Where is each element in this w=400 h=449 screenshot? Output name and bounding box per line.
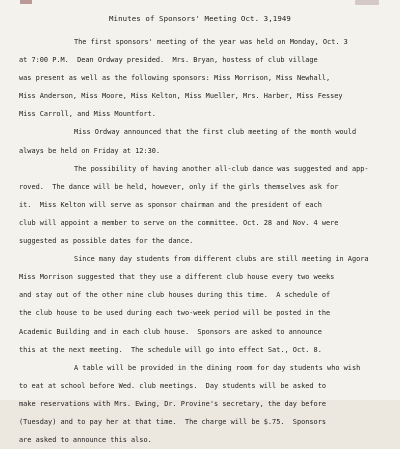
document-line: club will appoint a member to serve on the committee. Oct. 28 and Nov. 4 were: [19, 218, 339, 227]
document-line: and stay out of the other nine club houses during this time. A schedule of: [19, 291, 331, 300]
document-body: [19, 33, 391, 449]
document-line: The first sponsors' meeting of the year was held on Monday, Oct. 3: [74, 38, 348, 46]
document-line: was present as well as the following sponsors: Miss Morrison, Miss Newhall,: [19, 74, 331, 83]
document-line: Academic Building and in each club house. Sponsors are asked to announce: [19, 327, 322, 336]
document-line: Miss Ordway announced that the first club meeting of the month would: [74, 128, 357, 137]
document-line: the club house to be used during each two-week period will be posted in the: [19, 309, 331, 318]
document-line: roved. The dance will be held, however, only if the girls themselves ask for: [19, 182, 339, 191]
document-line: Miss Carroll, and Miss Mountfort.: [19, 110, 156, 119]
document-line: suggested as possible dates for the dance.: [19, 237, 194, 246]
document-line: Miss Anderson, Miss Moore, Miss Kelton, Miss Mueller, Mrs. Harber, Miss Fessey: [19, 92, 343, 101]
document-line: at 7:00 P.M. Dean Ordway presided. Mrs. Bryan, hostess of club village: [19, 56, 318, 65]
document-line: are asked to announce this also.: [19, 436, 152, 445]
document-line: make reservations with Mrs. Ewing, Dr. Provine's secretary, the day before: [19, 399, 326, 408]
document-line: this at the next meeting. The schedule will go into effect Sat., Oct. 8.: [19, 345, 322, 354]
document-line: always be held on Friday at 12:30.: [19, 146, 161, 155]
paper-mark: [20, 0, 32, 4]
document-line: A table will be provided in the dining room for day students who wish: [74, 363, 361, 372]
document-line: Since many day students from different clubs are still meeting in Agora: [74, 255, 369, 264]
document-title: Minutes of Sponsors' Meeting Oct. 3,1949: [109, 14, 291, 23]
document-line: it. Miss Kelton will serve as sponsor chairman and the president of each: [19, 200, 322, 209]
document-line: The possibility of having another all-club dance was suggested and app-: [74, 164, 369, 173]
document-line: Miss Morrison suggested that they use a different club house every two weeks: [19, 273, 335, 282]
document-line: to eat at school before Wed. club meetings. Day students will be asked to: [19, 381, 326, 390]
document-line: (Tuesday) and to pay her at that time. The charge will be $.75. Sponsors: [19, 417, 326, 426]
paper-stain: [355, 0, 379, 5]
